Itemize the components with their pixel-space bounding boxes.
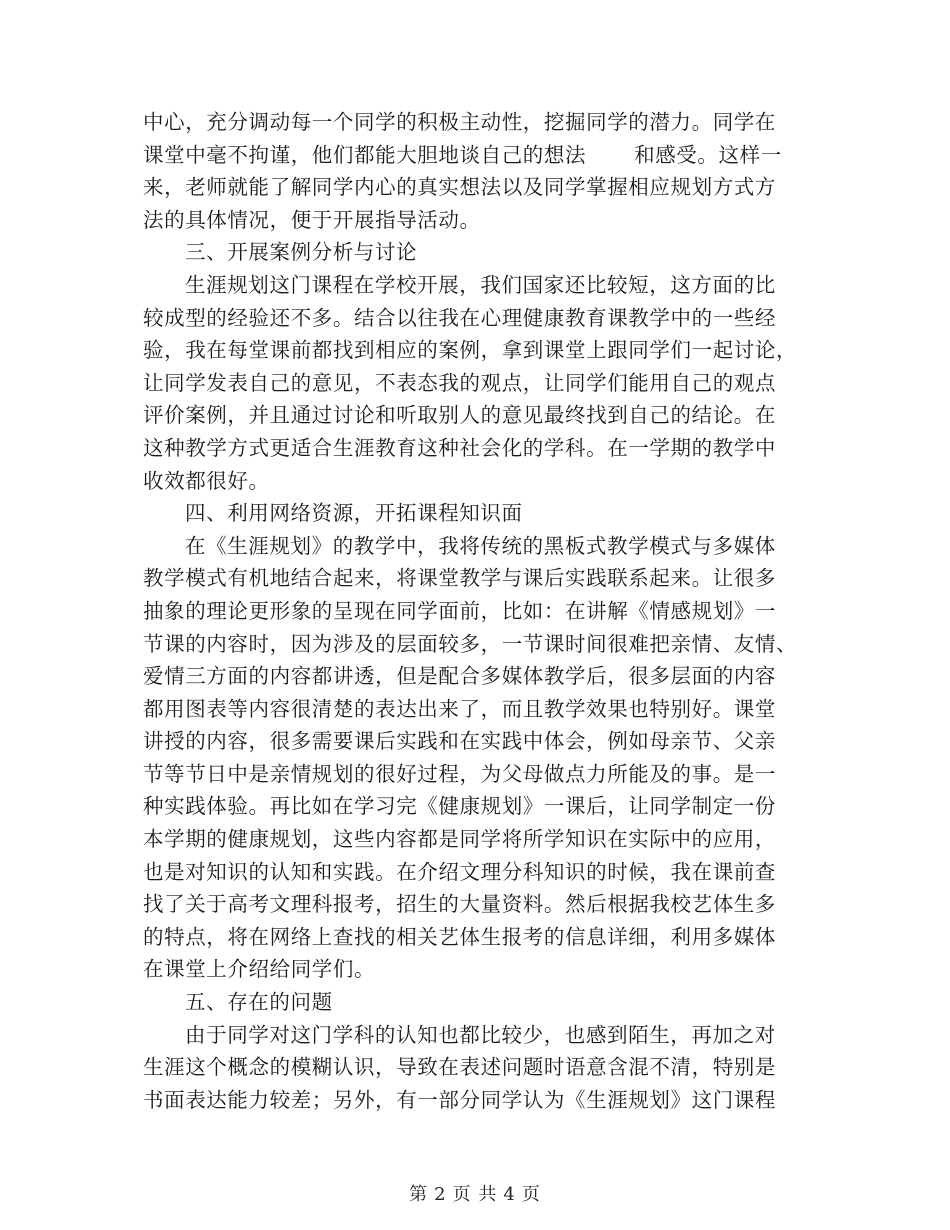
- text-line: 在课堂上介绍给同学们。: [143, 957, 376, 982]
- section-heading: 三、开展案例分析与讨论: [185, 240, 418, 265]
- footer-mid: 页 共: [452, 1184, 498, 1205]
- text-line: 这种教学方式更适合生涯教育这种社会化的学科。在一学期的教学中: [143, 435, 776, 460]
- section-heading: 五、存在的问题: [185, 990, 333, 1015]
- text-line: 在《生涯规划》的教学中，我将传统的黑板式教学模式与多媒体: [185, 533, 776, 558]
- text-line: 书面表达能力较差；另外，有一部分同学认为《生涯规划》这门课程: [143, 1087, 776, 1112]
- text-line: 中心，充分调动每一个同学的积极主动性，挖掘同学的潜力。同学在: [143, 110, 776, 134]
- text-segment: 和感受。这样一: [634, 142, 782, 167]
- text-line: 种实践体验。再比如在学习完《健康规划》一课后，让同学制定一份: [143, 794, 776, 819]
- text-line: 生涯这个概念的模糊认识，导致在表述问题时语意含混不清，特别是: [143, 1055, 776, 1080]
- text-line: 验，我在每堂课前都找到相应的案例，拿到课堂上跟同学们一起讨论，: [143, 338, 798, 363]
- text-line: 法的具体情况，便于开展指导活动。: [143, 207, 481, 232]
- text-line: [143, 139, 823, 172]
- text-line: 找了关于高考文理科报考，招生的大量资料。然后根据我校艺体生多: [143, 892, 776, 917]
- text-line: 节课的内容时，因为涉及的层面较多，一节课时间很难把亲情、友情、: [143, 631, 798, 656]
- total-pages-number: 4: [503, 1184, 516, 1205]
- text-line: 的特点，将在网络上查找的相关艺体生报考的信息详细，利用多媒体: [143, 924, 776, 949]
- text-line: 抽象的理论更形象的呈现在同学面前，比如：在讲解《情感规划》一: [143, 598, 776, 623]
- text-line: 较成型的经验还不多。结合以往我在心理健康教育课教学中的一些经: [143, 305, 776, 330]
- text-line: 收效都很好。: [143, 468, 270, 493]
- page-footer: [0, 1180, 950, 1206]
- footer-prefix: 第: [409, 1184, 429, 1205]
- text-line: 教学模式有机地结合起来，将课堂教学与课后实践联系起来。让很多: [143, 566, 776, 591]
- text-line: 生涯规划这门课程在学校开展，我们国家还比较短，这方面的比: [185, 272, 776, 297]
- text-line: 让同学发表自己的意见，不表态我的观点，让同学们能用自己的观点: [143, 370, 776, 395]
- text-line: 都用图表等内容很清楚的表达出来了，而且教学效果也特别好。课堂: [143, 696, 776, 721]
- text-line: 也是对知识的认知和实践。在介绍文理分科知识的时候，我在课前查: [143, 859, 776, 884]
- text-line: 由于同学对这门学科的认知也都比较少，也感到陌生，再加之对: [185, 1022, 776, 1047]
- footer-suffix: 页: [521, 1184, 541, 1205]
- text-line: 节等节日中是亲情规划的很好过程，为父母做点力所能及的事。是一: [143, 761, 776, 786]
- text-segment: 课堂中毫不拘谨，他们都能大胆地谈自己的想法: [143, 142, 587, 167]
- text-line: 爱情三方面的内容都讲透，但是配合多媒体教学后，很多层面的内容: [143, 664, 776, 689]
- text-line: 讲授的内容，很多需要课后实践和在实践中体会，例如母亲节、父亲: [143, 729, 776, 754]
- text-line: 评价案例，并且通过讨论和听取别人的意见最终找到自己的结论。在: [143, 403, 776, 428]
- text-line: 来，老师就能了解同学内心的真实想法以及同学掌握相应规划方式方: [143, 175, 776, 200]
- text-line: 本学期的健康规划，这些内容都是同学将所学知识在实际中的应用，: [143, 827, 776, 852]
- current-page-number: 2: [434, 1184, 447, 1205]
- body-text: [143, 106, 823, 1116]
- section-heading: 四、利用网络资源，开拓课程知识面: [185, 501, 523, 526]
